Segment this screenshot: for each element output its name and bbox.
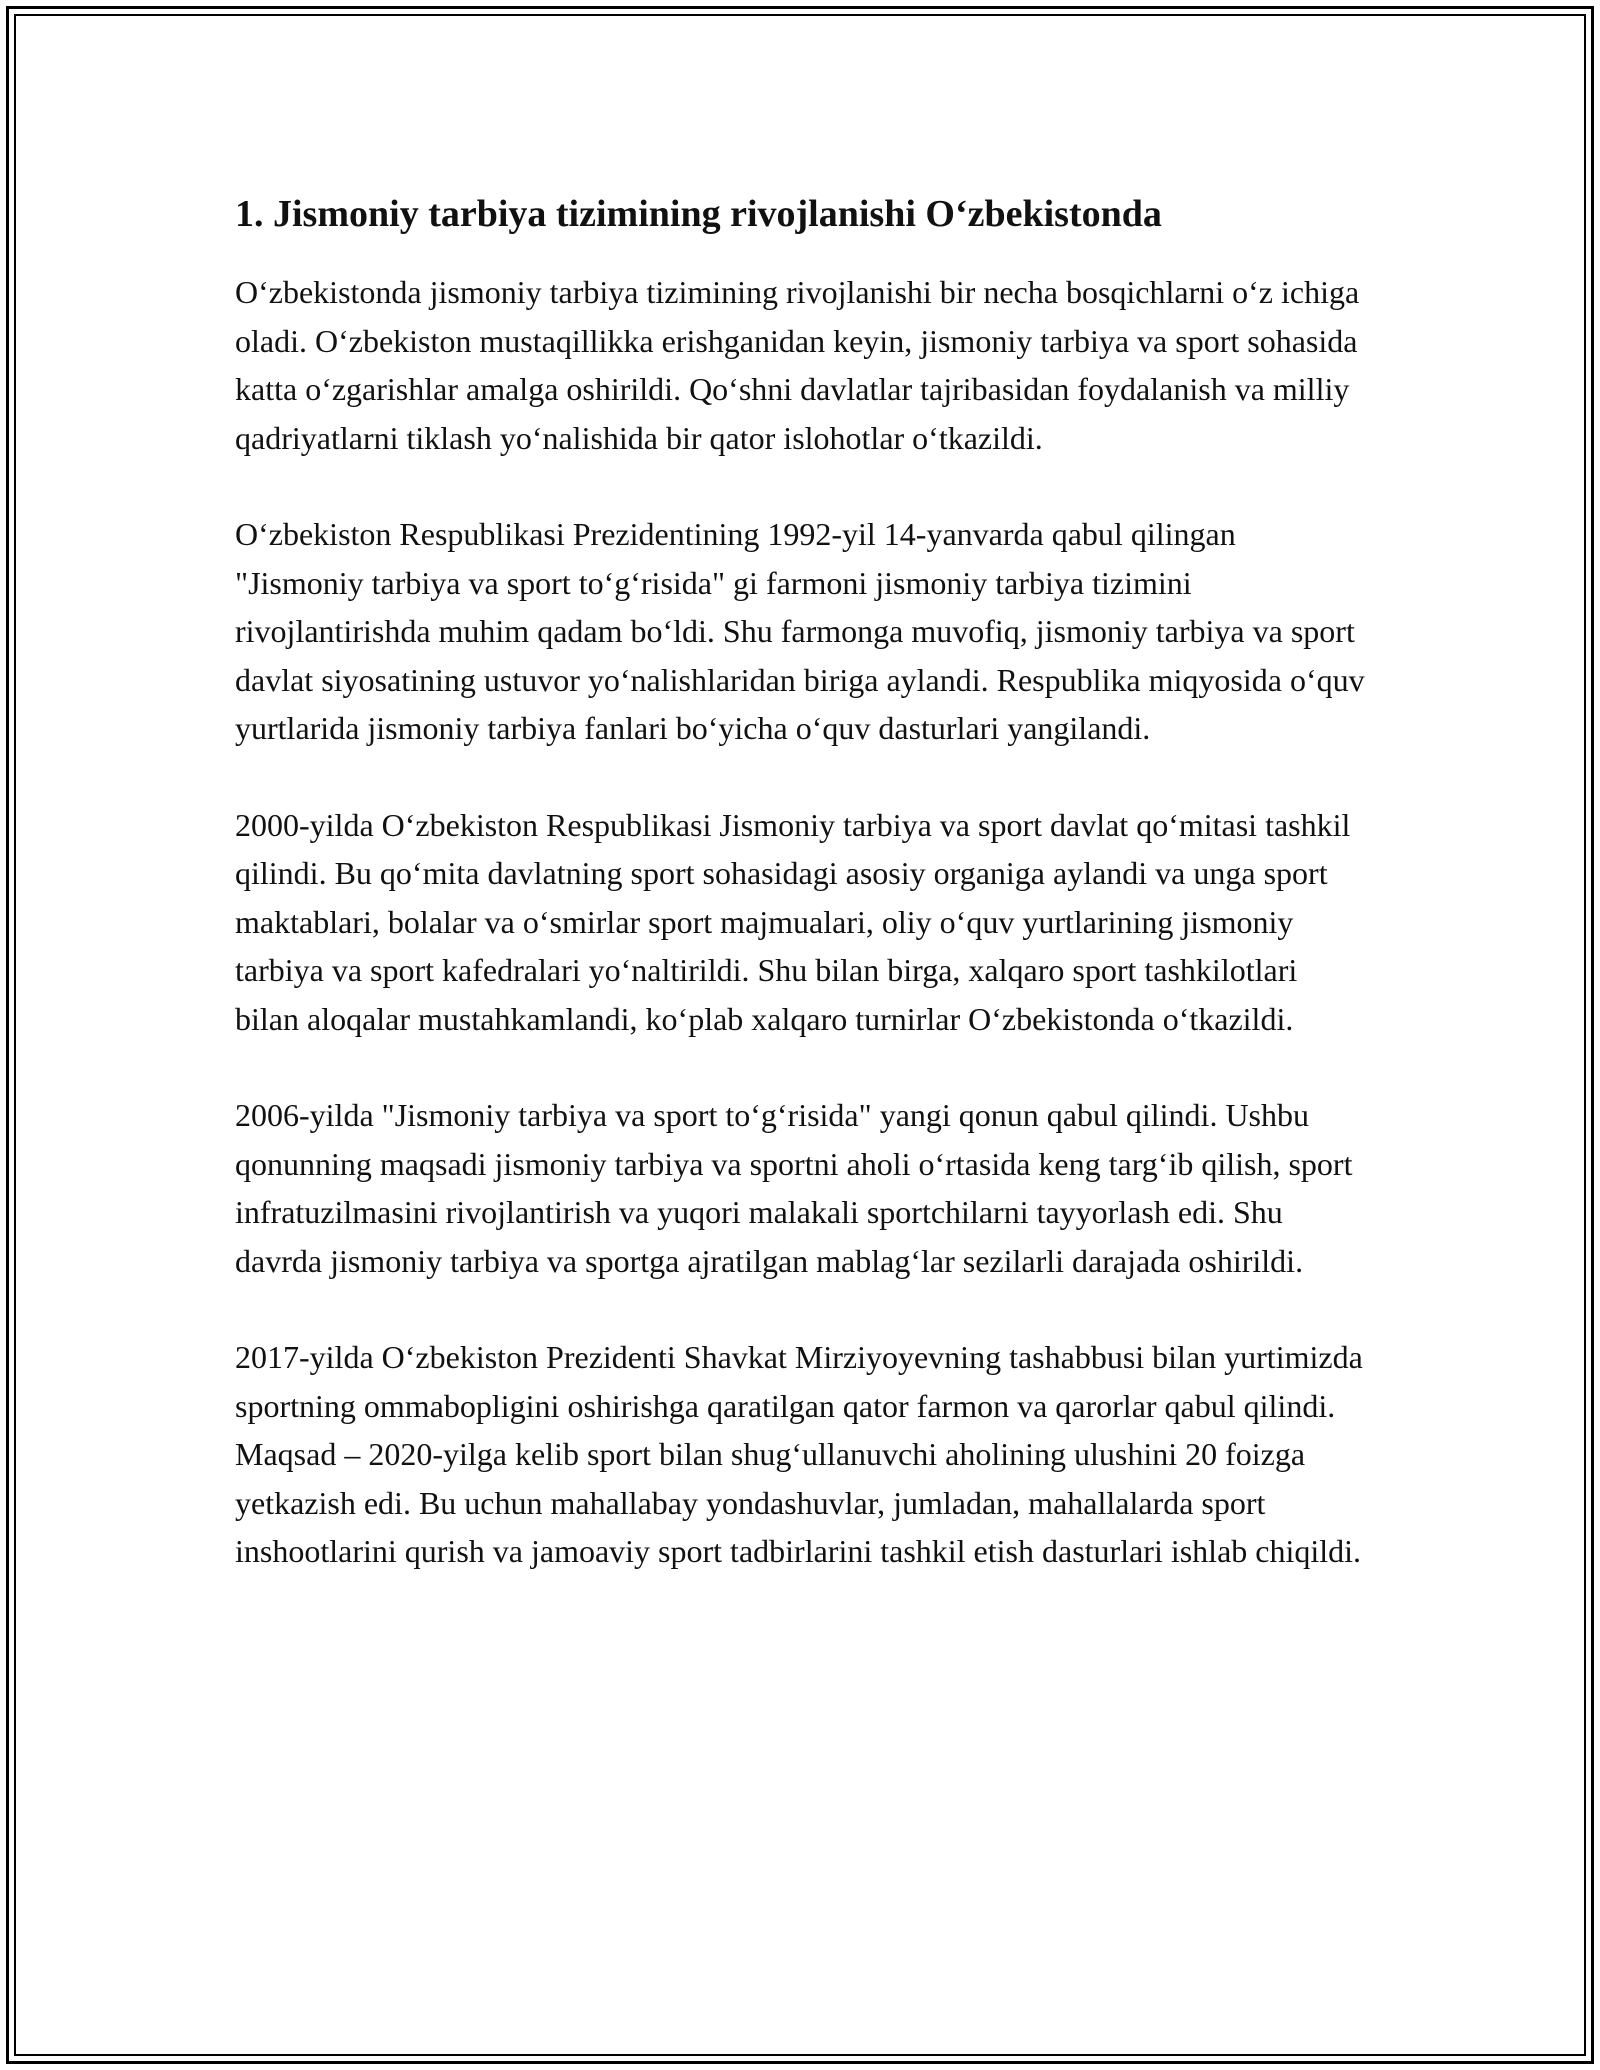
paragraph-2: O‘zbekiston Respublikasi Prezidentining 1992-yil 14-yanvarda qabul qilingan "Jismoniy tarbiya va sport to‘g‘risida" gi farmoni jismoniy tarbiya tizimini rivojlantirishda muhim qadam bo‘ldi. Shu farmonga muvofiq, jismoniy tarbiya va sport davlat siyosatining ustuvor yo‘nalishlaridan biriga aylandi. Respublika miqyosida o‘quv yurtlarida jismoniy tarbiya fanlari bo‘yicha o‘quv dasturlari yangilandi. [235, 516, 1365, 746]
document-body [235, 186, 1365, 1624]
paragraph-3: 2000-yilda O‘zbekiston Respublikasi Jismoniy tarbiya va sport davlat qo‘mitasi tashkil qilindi. Bu qo‘mita davlatning sport sohasidagi asosiy organiga aylandi va unga sport maktablari, bolalar va o‘smirlar sport majmualari, oliy o‘quv yurtlarining jismoniy tarbiya va sport kafedralari yo‘naltirildi. Shu bilan birga, xalqaro sport tashkilotlari bilan aloqalar mustahkamlandi, ko‘plab xalqaro turnirlar O‘zbekistonda o‘tkazildi. [235, 806, 1351, 1037]
paragraph-1: O‘zbekistonda jismoniy tarbiya tizimining rivojlanishi bir necha bosqichlarni o‘z ichiga oladi. O‘zbekiston mustaqillikka erishganidan keyin, jismoniy tarbiya va sport sohasida katta o‘zgarishlar amalga oshirildi. Qo‘shni davlatlar tajribasidan foydalanish va milliy qadriyatlarni tiklash yo‘nalishida bir qator islohotlar o‘tkazildi. [235, 274, 1360, 456]
paragraph-5: 2017-yilda O‘zbekiston Prezidenti Shavkat Mirziyoyevning tashabbusi bilan yurtimizda sportning ommabopligini oshirishga qaratilgan qator farmon va qarorlar qabul qilindi. Maqsad – 2020-yilga kelib sport bilan shug‘ullanuvchi aholining ulushini 20 foizga yetkazish edi. Bu uchun mahallabay yondashuvlar, jumladan, mahallalarda sport inshootlarini qurish va jamoaviy sport tadbirlarini tashkil etish dasturlari ishlab chiqildi. [235, 1339, 1363, 1569]
section-heading: 1. Jismoniy tarbiya tizimining rivojlanishi O‘zbekistonda [235, 193, 1162, 235]
paragraph-4: 2006-yilda "Jismoniy tarbiya va sport to‘g‘risida" yangi qonun qabul qilindi. Ushbu qonunning maqsadi jismoniy tarbiya va sportni aholi o‘rtasida keng targ‘ib qilish, sport infratuzilmasini rivojlantirish va yuqori malakali sportchilarni tayyorlash edi. Shu davrda jismoniy tarbiya va sportga ajratilgan mablag‘lar sezilarli darajada oshirildi. [235, 1097, 1353, 1279]
